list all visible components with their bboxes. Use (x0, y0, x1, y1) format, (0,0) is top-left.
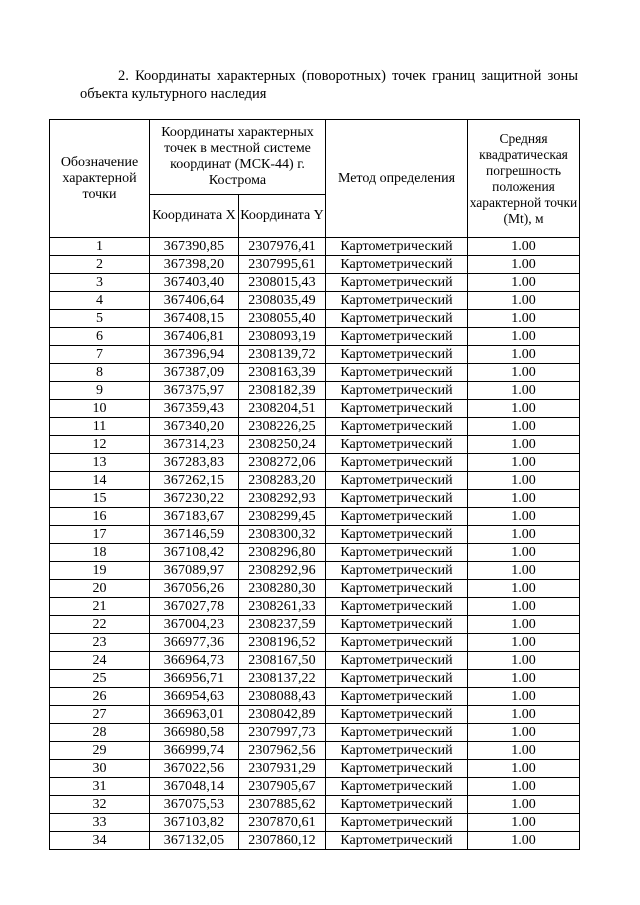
cell-mean-error: 1.00 (468, 796, 580, 814)
cell-coord-x: 367359,43 (150, 400, 239, 418)
cell-mean-error: 1.00 (468, 562, 580, 580)
cell-mean-error: 1.00 (468, 400, 580, 418)
cell-coord-y: 2308237,59 (239, 616, 326, 634)
cell-coord-y: 2308196,52 (239, 634, 326, 652)
cell-method: Картометрический (326, 454, 468, 472)
table-row (50, 436, 580, 454)
cell-coord-y: 2308292,96 (239, 562, 326, 580)
table-row (50, 616, 580, 634)
cell-coord-y: 2308035,49 (239, 292, 326, 310)
cell-coord-x: 367396,94 (150, 346, 239, 364)
cell-point-number: 8 (50, 364, 150, 382)
table-header (50, 120, 580, 238)
cell-method: Картометрический (326, 796, 468, 814)
table-row (50, 454, 580, 472)
cell-point-number: 23 (50, 634, 150, 652)
table-row (50, 634, 580, 652)
cell-point-number: 24 (50, 652, 150, 670)
header-coords-group: Координаты характерных точек в местной системе координат (МСК-44) г. Кострома (150, 120, 326, 195)
cell-point-number: 25 (50, 670, 150, 688)
cell-coord-x: 367048,14 (150, 778, 239, 796)
cell-point-number: 14 (50, 472, 150, 490)
cell-coord-x: 367103,82 (150, 814, 239, 832)
table-row (50, 742, 580, 760)
cell-coord-x: 366977,36 (150, 634, 239, 652)
header-coord-y: Координата Y (239, 195, 326, 238)
cell-method: Картометрический (326, 580, 468, 598)
cell-point-number: 26 (50, 688, 150, 706)
cell-coord-x: 367387,09 (150, 364, 239, 382)
cell-coord-x: 367340,20 (150, 418, 239, 436)
cell-mean-error: 1.00 (468, 382, 580, 400)
cell-mean-error: 1.00 (468, 508, 580, 526)
table-row (50, 562, 580, 580)
cell-coord-x: 367406,81 (150, 328, 239, 346)
cell-coord-y: 2307995,61 (239, 256, 326, 274)
cell-coord-x: 366954,63 (150, 688, 239, 706)
cell-method: Картометрический (326, 526, 468, 544)
cell-method: Картометрический (326, 238, 468, 256)
cell-coord-x: 366963,01 (150, 706, 239, 724)
cell-coord-y: 2307870,61 (239, 814, 326, 832)
cell-mean-error: 1.00 (468, 544, 580, 562)
cell-mean-error: 1.00 (468, 706, 580, 724)
cell-coord-x: 367108,42 (150, 544, 239, 562)
table-row (50, 598, 580, 616)
cell-coord-x: 367146,59 (150, 526, 239, 544)
cell-coord-y: 2308283,20 (239, 472, 326, 490)
cell-method: Картометрический (326, 274, 468, 292)
cell-point-number: 31 (50, 778, 150, 796)
cell-method: Картометрический (326, 616, 468, 634)
header-method: Метод определения (326, 120, 468, 238)
table-row (50, 472, 580, 490)
cell-mean-error: 1.00 (468, 652, 580, 670)
cell-point-number: 10 (50, 400, 150, 418)
cell-mean-error: 1.00 (468, 670, 580, 688)
cell-mean-error: 1.00 (468, 256, 580, 274)
cell-mean-error: 1.00 (468, 418, 580, 436)
cell-method: Картометрический (326, 814, 468, 832)
cell-mean-error: 1.00 (468, 310, 580, 328)
cell-coord-y: 2308300,32 (239, 526, 326, 544)
table-row (50, 310, 580, 328)
cell-point-number: 12 (50, 436, 150, 454)
cell-point-number: 27 (50, 706, 150, 724)
cell-mean-error: 1.00 (468, 292, 580, 310)
cell-coord-y: 2307885,62 (239, 796, 326, 814)
table-row (50, 382, 580, 400)
cell-point-number: 3 (50, 274, 150, 292)
table-row (50, 328, 580, 346)
cell-point-number: 32 (50, 796, 150, 814)
cell-point-number: 28 (50, 724, 150, 742)
table-row (50, 652, 580, 670)
table-row (50, 418, 580, 436)
cell-method: Картометрический (326, 724, 468, 742)
cell-mean-error: 1.00 (468, 346, 580, 364)
cell-coord-x: 367089,97 (150, 562, 239, 580)
cell-coord-x: 367408,15 (150, 310, 239, 328)
header-coord-x: Координата X (150, 195, 239, 238)
cell-coord-x: 367056,26 (150, 580, 239, 598)
cell-mean-error: 1.00 (468, 688, 580, 706)
cell-method: Картометрический (326, 598, 468, 616)
table-row (50, 724, 580, 742)
cell-coord-y: 2308204,51 (239, 400, 326, 418)
table-row (50, 364, 580, 382)
cell-mean-error: 1.00 (468, 760, 580, 778)
cell-coord-x: 367183,67 (150, 508, 239, 526)
cell-mean-error: 1.00 (468, 238, 580, 256)
cell-method: Картометрический (326, 346, 468, 364)
cell-coord-y: 2308015,43 (239, 274, 326, 292)
cell-mean-error: 1.00 (468, 454, 580, 472)
cell-coord-x: 367075,53 (150, 796, 239, 814)
cell-coord-x: 367022,56 (150, 760, 239, 778)
cell-coord-y: 2308093,19 (239, 328, 326, 346)
cell-coord-x: 367283,83 (150, 454, 239, 472)
cell-coord-x: 367406,64 (150, 292, 239, 310)
cell-mean-error: 1.00 (468, 490, 580, 508)
cell-method: Картометрический (326, 652, 468, 670)
cell-coord-y: 2308137,22 (239, 670, 326, 688)
cell-method: Картометрический (326, 256, 468, 274)
table-row (50, 760, 580, 778)
table-row (50, 544, 580, 562)
cell-mean-error: 1.00 (468, 814, 580, 832)
cell-point-number: 30 (50, 760, 150, 778)
cell-coord-y: 2308272,06 (239, 454, 326, 472)
cell-method: Картометрический (326, 508, 468, 526)
cell-coord-y: 2308163,39 (239, 364, 326, 382)
table-row (50, 580, 580, 598)
cell-coord-x: 367314,23 (150, 436, 239, 454)
cell-method: Картометрический (326, 418, 468, 436)
table-row (50, 400, 580, 418)
cell-coord-y: 2308226,25 (239, 418, 326, 436)
cell-coord-y: 2308280,30 (239, 580, 326, 598)
cell-mean-error: 1.00 (468, 616, 580, 634)
table-row (50, 490, 580, 508)
cell-point-number: 11 (50, 418, 150, 436)
table-row (50, 670, 580, 688)
cell-method: Картометрический (326, 778, 468, 796)
cell-coord-x: 366999,74 (150, 742, 239, 760)
table-row (50, 688, 580, 706)
cell-mean-error: 1.00 (468, 778, 580, 796)
header-mean-error: Средняя квадратическая погрешность положения характерной точки (Mt), м (468, 120, 580, 238)
cell-mean-error: 1.00 (468, 328, 580, 346)
cell-mean-error: 1.00 (468, 724, 580, 742)
cell-point-number: 7 (50, 346, 150, 364)
header-point-designation: Обозначение характерной точки (50, 120, 150, 238)
cell-point-number: 29 (50, 742, 150, 760)
coordinates-table (49, 119, 580, 850)
cell-mean-error: 1.00 (468, 436, 580, 454)
cell-point-number: 2 (50, 256, 150, 274)
cell-mean-error: 1.00 (468, 274, 580, 292)
cell-method: Картометрический (326, 832, 468, 850)
cell-method: Картометрический (326, 706, 468, 724)
section-heading-text: 2. Координаты характерных (поворотных) точек границ защитной зоны объекта культурного наследия (80, 68, 578, 102)
cell-point-number: 20 (50, 580, 150, 598)
table-row (50, 796, 580, 814)
cell-method: Картометрический (326, 544, 468, 562)
cell-coord-x: 366956,71 (150, 670, 239, 688)
cell-point-number: 33 (50, 814, 150, 832)
cell-method: Картометрический (326, 760, 468, 778)
cell-point-number: 16 (50, 508, 150, 526)
cell-coord-y: 2307860,12 (239, 832, 326, 850)
cell-method: Картометрический (326, 490, 468, 508)
table-body (50, 238, 580, 850)
cell-mean-error: 1.00 (468, 526, 580, 544)
cell-method: Картометрический (326, 292, 468, 310)
cell-mean-error: 1.00 (468, 364, 580, 382)
cell-point-number: 13 (50, 454, 150, 472)
cell-coord-y: 2308182,39 (239, 382, 326, 400)
cell-mean-error: 1.00 (468, 580, 580, 598)
cell-coord-y: 2307997,73 (239, 724, 326, 742)
cell-coord-y: 2308055,40 (239, 310, 326, 328)
section-heading (80, 67, 578, 103)
table-row (50, 238, 580, 256)
cell-method: Картометрический (326, 562, 468, 580)
table-row (50, 526, 580, 544)
cell-point-number: 6 (50, 328, 150, 346)
cell-mean-error: 1.00 (468, 472, 580, 490)
cell-point-number: 19 (50, 562, 150, 580)
cell-point-number: 17 (50, 526, 150, 544)
cell-coord-y: 2308088,43 (239, 688, 326, 706)
cell-point-number: 21 (50, 598, 150, 616)
cell-method: Картометрический (326, 742, 468, 760)
cell-point-number: 22 (50, 616, 150, 634)
cell-coord-x: 367375,97 (150, 382, 239, 400)
cell-coord-y: 2308167,50 (239, 652, 326, 670)
cell-method: Картометрический (326, 310, 468, 328)
cell-coord-x: 366964,73 (150, 652, 239, 670)
table-row (50, 274, 580, 292)
cell-coord-y: 2308296,80 (239, 544, 326, 562)
cell-coord-x: 367403,40 (150, 274, 239, 292)
table-row (50, 814, 580, 832)
cell-coord-x: 367390,85 (150, 238, 239, 256)
cell-coord-y: 2307976,41 (239, 238, 326, 256)
cell-coord-x: 367230,22 (150, 490, 239, 508)
cell-method: Картометрический (326, 436, 468, 454)
cell-mean-error: 1.00 (468, 832, 580, 850)
cell-coord-x: 367262,15 (150, 472, 239, 490)
cell-point-number: 34 (50, 832, 150, 850)
cell-method: Картометрический (326, 364, 468, 382)
table-row (50, 346, 580, 364)
cell-mean-error: 1.00 (468, 742, 580, 760)
table-row (50, 832, 580, 850)
cell-mean-error: 1.00 (468, 598, 580, 616)
cell-point-number: 18 (50, 544, 150, 562)
table-row (50, 292, 580, 310)
cell-coord-y: 2308292,93 (239, 490, 326, 508)
cell-coord-x: 367132,05 (150, 832, 239, 850)
cell-method: Картометрический (326, 328, 468, 346)
cell-point-number: 1 (50, 238, 150, 256)
cell-coord-y: 2308042,89 (239, 706, 326, 724)
table-row (50, 706, 580, 724)
cell-coord-y: 2308250,24 (239, 436, 326, 454)
cell-coord-x: 367398,20 (150, 256, 239, 274)
cell-point-number: 9 (50, 382, 150, 400)
cell-coord-y: 2307905,67 (239, 778, 326, 796)
cell-coord-y: 2308299,45 (239, 508, 326, 526)
cell-coord-y: 2307962,56 (239, 742, 326, 760)
cell-point-number: 5 (50, 310, 150, 328)
cell-coord-x: 367027,78 (150, 598, 239, 616)
table-row (50, 256, 580, 274)
cell-coord-y: 2308139,72 (239, 346, 326, 364)
cell-coord-x: 366980,58 (150, 724, 239, 742)
table-row (50, 508, 580, 526)
cell-method: Картометрический (326, 400, 468, 418)
cell-method: Картометрический (326, 634, 468, 652)
cell-point-number: 4 (50, 292, 150, 310)
cell-method: Картометрический (326, 688, 468, 706)
cell-coord-y: 2308261,33 (239, 598, 326, 616)
table-row (50, 778, 580, 796)
cell-method: Картометрический (326, 472, 468, 490)
cell-mean-error: 1.00 (468, 634, 580, 652)
cell-coord-x: 367004,23 (150, 616, 239, 634)
cell-method: Картометрический (326, 670, 468, 688)
cell-point-number: 15 (50, 490, 150, 508)
cell-coord-y: 2307931,29 (239, 760, 326, 778)
cell-method: Картометрический (326, 382, 468, 400)
